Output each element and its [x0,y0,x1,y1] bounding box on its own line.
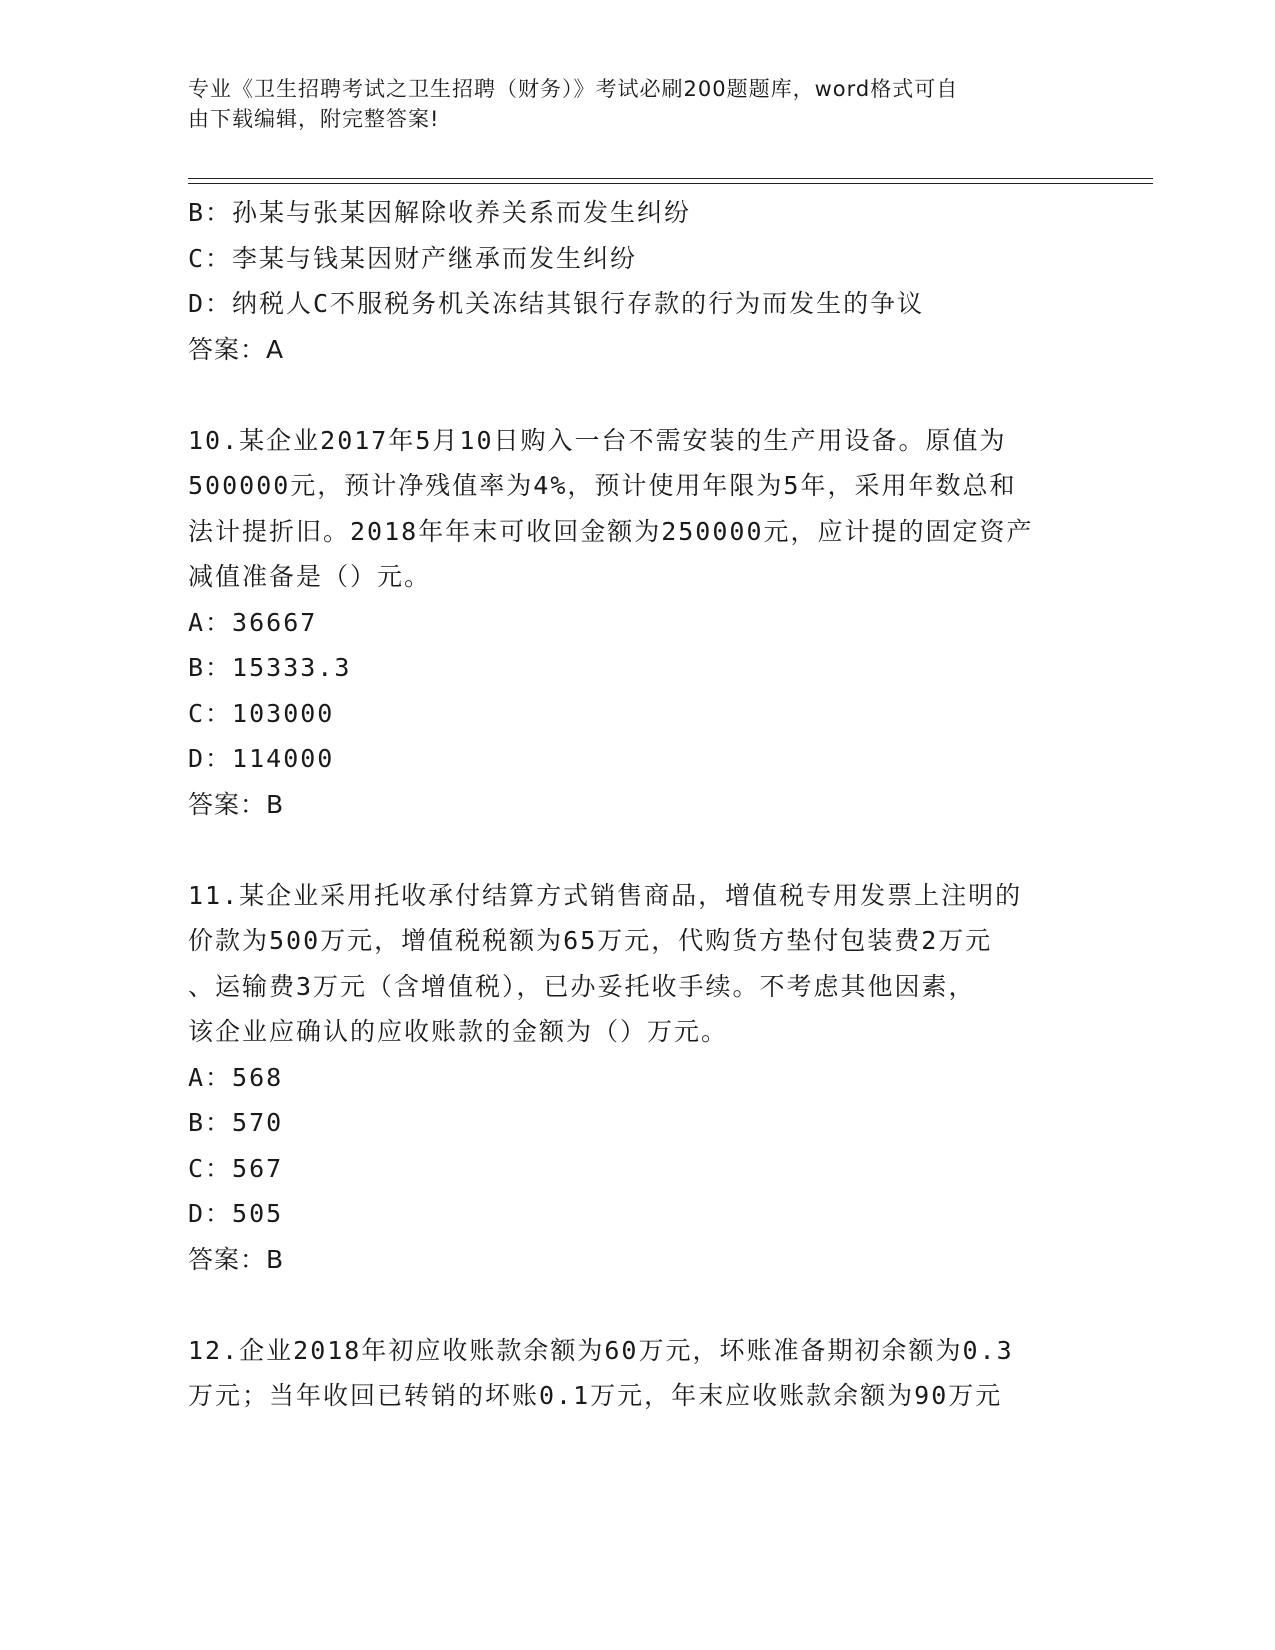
header-divider-top [188,178,1153,179]
question-10 [188,418,1088,828]
answer: 答案：A [188,334,285,364]
option-b: B：570 [188,1108,284,1137]
document-header [188,74,1068,134]
option-d: D：505 [188,1199,284,1228]
question-stem-line: 、运输费3万元（含增值税），已办妥托收手续。不考虑其他因素， [188,971,976,1001]
option-c: C：103000 [188,698,335,728]
header-line-2: 由下载编辑，附完整答案! [188,107,440,131]
previous-question-tail [188,190,1088,372]
question-stem-line: 万元；当年收回已转销的坏账0.1万元，年末应收账款余额为90万元 [188,1381,1003,1410]
option-b: B：孙某与张某因解除收养关系而发生纠纷 [188,198,692,227]
question-12 [188,1328,1088,1419]
option-c: C：李某与钱某因财产继承而发生纠纷 [188,243,638,273]
header-line-1: 专业《卫生招聘考试之卫生招聘（财务）》考试必刷200题题库，word格式可自 [188,77,959,101]
question-stem-line: 价款为500万元，增值税税额为65万元，代购货方垫付包装费2万元 [188,926,993,955]
question-stem-line: 该企业应确认的应收账款的金额为（）万元。 [188,1017,729,1046]
option-b: B：15333.3 [188,653,352,682]
question-stem-line: 500000元，预计净残值率为4%，预计使用年限为5年，采用年数总和 [188,471,1017,500]
question-stem-line: 11.某企业采用托收承付结算方式销售商品，增值税专用发票上注明的 [188,880,1023,910]
answer: 答案：B [188,789,285,819]
option-d: D：114000 [188,744,335,773]
option-d: D：纳税人C不服税务机关冻结其银行存款的行为而发生的争议 [188,289,925,318]
document-body [188,190,1088,1419]
option-c: C：567 [188,1153,284,1183]
header-divider-bottom [188,183,1153,184]
question-stem-line: 10.某企业2017年5月10日购入一台不需安装的生产用设备。原值为 [188,425,1007,455]
answer: 答案：B [188,1244,285,1274]
question-stem-line: 12.企业2018年初应收账款余额为60万元，坏账准备期初余额为0.3 [188,1335,1014,1365]
option-a: A：36667 [188,607,318,637]
question-stem-line: 法计提折旧。2018年年末可收回金额为250000元，应计提的固定资产 [188,516,1034,546]
question-stem-line: 减值准备是（）元。 [188,562,432,591]
option-a: A：568 [188,1062,284,1092]
question-11 [188,873,1088,1283]
